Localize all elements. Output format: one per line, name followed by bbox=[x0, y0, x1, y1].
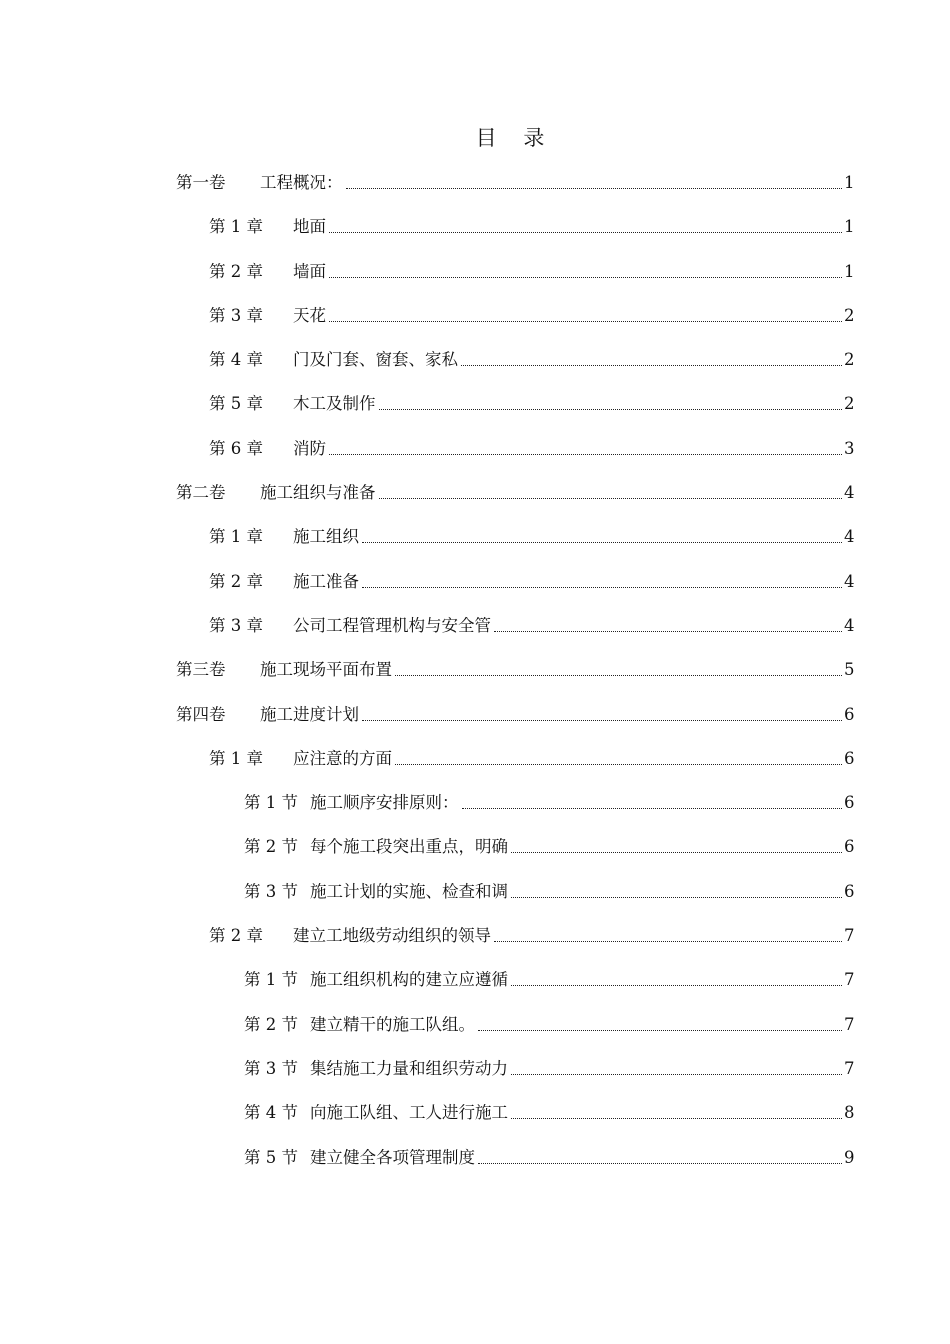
toc-entry-label bbox=[244, 1010, 475, 1039]
toc-entry-page-number: 7 bbox=[844, 926, 855, 946]
toc-entry-page-number: 2 bbox=[844, 305, 855, 325]
toc-entry-number: 第 3 章 bbox=[209, 615, 263, 635]
toc-entry-label bbox=[209, 744, 392, 773]
toc-entry[interactable] bbox=[0, 788, 950, 832]
toc-list bbox=[0, 168, 950, 1187]
toc-entry-number: 第一卷 bbox=[176, 173, 226, 192]
toc-entry-label bbox=[209, 257, 326, 286]
toc-entry-page-number: 6 bbox=[844, 793, 855, 813]
toc-entry[interactable] bbox=[0, 389, 950, 433]
toc-entry[interactable] bbox=[0, 611, 950, 655]
toc-entry-label bbox=[209, 212, 326, 241]
toc-entry-title: 施工顺序安排原则： bbox=[310, 793, 459, 813]
toc-entry-number: 第二卷 bbox=[176, 483, 226, 503]
toc-entry-title: 施工计划的实施、检查和调 bbox=[310, 881, 508, 901]
toc-entry-title: 施工组织与准备 bbox=[260, 483, 376, 503]
toc-entry[interactable] bbox=[0, 1010, 950, 1054]
toc-entry-title: 门及门套、窗套、家私 bbox=[293, 350, 458, 370]
dot-leader bbox=[511, 877, 842, 898]
toc-entry-label bbox=[209, 345, 458, 374]
toc-entry[interactable] bbox=[0, 965, 950, 1009]
toc-entry-page-number: 6 bbox=[844, 748, 855, 768]
toc-entry-title: 工程概况： bbox=[260, 173, 343, 192]
toc-entry[interactable] bbox=[0, 434, 950, 478]
toc-entry-title: 墙面 bbox=[293, 261, 326, 281]
dot-leader bbox=[395, 655, 842, 676]
toc-entry-number: 第 1 章 bbox=[209, 217, 263, 237]
toc-entry[interactable] bbox=[0, 877, 950, 921]
toc-entry-page-number: 7 bbox=[844, 1058, 855, 1078]
toc-entry-number: 第 3 章 bbox=[209, 305, 263, 325]
dot-leader bbox=[461, 345, 842, 366]
toc-entry[interactable] bbox=[0, 655, 950, 699]
toc-entry-title: 施工准备 bbox=[293, 571, 359, 591]
dot-leader bbox=[362, 522, 842, 543]
toc-entry-label bbox=[209, 434, 326, 463]
toc-entry-number: 第 1 章 bbox=[209, 748, 263, 768]
toc-entry-number: 第 4 节 bbox=[244, 1103, 298, 1123]
toc-entry-number: 第 5 节 bbox=[244, 1147, 298, 1167]
toc-entry-number: 第 5 章 bbox=[209, 394, 263, 414]
toc-entry-number: 第 3 节 bbox=[244, 881, 298, 901]
toc-entry[interactable] bbox=[0, 921, 950, 965]
toc-entry-number: 第 1 章 bbox=[209, 527, 263, 547]
toc-entry-title: 施工组织 bbox=[293, 527, 359, 547]
toc-entry-label bbox=[209, 611, 491, 640]
toc-entry-page-number: 9 bbox=[844, 1147, 855, 1167]
toc-entry-title: 集结施工力量和组织劳动力 bbox=[310, 1058, 508, 1078]
toc-entry-label bbox=[244, 1098, 508, 1127]
toc-entry-page-number: 5 bbox=[844, 660, 855, 680]
toc-entry[interactable] bbox=[0, 744, 950, 788]
toc-entry-page-number: 3 bbox=[844, 438, 855, 458]
dot-leader bbox=[511, 965, 842, 986]
toc-entry-label bbox=[244, 832, 508, 861]
toc-entry[interactable] bbox=[0, 1143, 950, 1187]
dot-leader bbox=[329, 434, 842, 455]
toc-entry-page-number: 4 bbox=[844, 571, 855, 591]
toc-entry-number: 第 2 节 bbox=[244, 837, 298, 857]
toc-entry-page-number: 6 bbox=[844, 704, 855, 724]
dot-leader bbox=[362, 567, 842, 588]
toc-entry-page-number: 4 bbox=[844, 527, 855, 547]
toc-entry-page-number: 1 bbox=[844, 173, 855, 192]
toc-entry-number: 第 2 节 bbox=[244, 1014, 298, 1034]
toc-entry-number: 第 2 章 bbox=[209, 926, 263, 946]
dot-leader bbox=[379, 389, 843, 410]
toc-entry-page-number: 7 bbox=[844, 970, 855, 990]
toc-entry-label bbox=[209, 301, 326, 330]
toc-entry-number: 第 1 节 bbox=[244, 970, 298, 990]
toc-entry-page-number: 7 bbox=[844, 1014, 855, 1034]
dot-leader bbox=[362, 700, 842, 721]
toc-entry-number: 第 3 节 bbox=[244, 1058, 298, 1078]
dot-leader bbox=[478, 1010, 842, 1031]
toc-entry-title: 建立工地级劳动组织的领导 bbox=[293, 926, 491, 946]
toc-entry-label bbox=[209, 389, 376, 418]
toc-entry-number: 第 2 章 bbox=[209, 261, 263, 281]
toc-entry-label bbox=[244, 788, 459, 817]
toc-title: 目 录 bbox=[475, 126, 555, 150]
dot-leader bbox=[329, 257, 842, 278]
toc-entry-label bbox=[176, 700, 359, 729]
toc-entry-label bbox=[244, 1143, 475, 1172]
toc-entry[interactable] bbox=[0, 1054, 950, 1098]
dot-leader bbox=[494, 921, 842, 942]
toc-entry-label bbox=[209, 921, 491, 950]
dot-leader bbox=[329, 212, 842, 233]
toc-entry-page-number: 1 bbox=[844, 217, 855, 237]
toc-entry-title: 建立健全各项管理制度 bbox=[310, 1147, 475, 1167]
toc-entry-number: 第 4 章 bbox=[209, 350, 263, 370]
toc-entry-label bbox=[209, 522, 359, 551]
toc-entry-title: 施工进度计划 bbox=[260, 704, 359, 724]
dot-leader bbox=[494, 611, 842, 632]
toc-entry-label bbox=[244, 1054, 508, 1083]
toc-entry-number: 第 1 节 bbox=[244, 793, 298, 813]
toc-entry[interactable] bbox=[0, 212, 950, 256]
toc-entry-page-number: 1 bbox=[844, 261, 855, 281]
toc-entry-title: 消防 bbox=[293, 438, 326, 458]
dot-leader bbox=[329, 301, 842, 322]
toc-entry[interactable] bbox=[0, 700, 950, 744]
toc-entry-label bbox=[244, 877, 508, 906]
dot-leader bbox=[511, 1098, 842, 1119]
toc-entry-title: 每个施工段突出重点，明确 bbox=[310, 837, 508, 857]
dot-leader bbox=[462, 788, 843, 809]
toc-entry-title: 木工及制作 bbox=[293, 394, 376, 414]
dot-leader bbox=[346, 168, 843, 189]
toc-entry-label bbox=[209, 567, 359, 596]
toc-entry-page-number: 4 bbox=[844, 615, 855, 635]
toc-entry-title: 天花 bbox=[293, 305, 326, 325]
dot-leader bbox=[511, 832, 842, 853]
toc-entry-number: 第 2 章 bbox=[209, 571, 263, 591]
toc-entry-page-number: 2 bbox=[844, 394, 855, 414]
toc-entry[interactable] bbox=[0, 301, 950, 345]
toc-entry[interactable] bbox=[0, 522, 950, 566]
toc-entry[interactable] bbox=[0, 832, 950, 876]
toc-entry-page-number: 8 bbox=[844, 1103, 855, 1123]
toc-entry[interactable] bbox=[0, 345, 950, 389]
dot-leader bbox=[478, 1143, 842, 1164]
dot-leader bbox=[511, 1054, 842, 1075]
dot-leader bbox=[379, 478, 843, 499]
toc-entry-label bbox=[176, 168, 343, 197]
toc-entry-title: 地面 bbox=[293, 217, 326, 237]
toc-entry-title: 施工组织机构的建立应遵循 bbox=[310, 970, 508, 990]
toc-entry[interactable] bbox=[0, 1098, 950, 1142]
toc-entry-page-number: 6 bbox=[844, 881, 855, 901]
toc-entry-number: 第四卷 bbox=[176, 704, 226, 724]
toc-entry-page-number: 4 bbox=[844, 483, 855, 503]
toc-entry[interactable] bbox=[0, 567, 950, 611]
toc-entry[interactable] bbox=[0, 257, 950, 301]
toc-entry-title: 向施工队组、工人进行施工 bbox=[310, 1103, 508, 1123]
dot-leader bbox=[395, 744, 842, 765]
toc-entry[interactable] bbox=[0, 478, 950, 522]
toc-entry-label bbox=[176, 478, 376, 507]
toc-entry-label bbox=[176, 655, 392, 684]
toc-entry-number: 第三卷 bbox=[176, 660, 226, 680]
toc-entry-label bbox=[244, 965, 508, 994]
toc-entry-number: 第 6 章 bbox=[209, 438, 263, 458]
toc-entry-title: 建立精干的施工队组。 bbox=[310, 1014, 475, 1034]
toc-entry[interactable] bbox=[0, 168, 950, 212]
toc-entry-title: 公司工程管理机构与安全管 bbox=[293, 615, 491, 635]
toc-entry-title: 施工现场平面布置 bbox=[260, 660, 392, 680]
toc-entry-page-number: 2 bbox=[844, 350, 855, 370]
toc-entry-title: 应注意的方面 bbox=[293, 748, 392, 768]
toc-entry-page-number: 6 bbox=[844, 837, 855, 857]
